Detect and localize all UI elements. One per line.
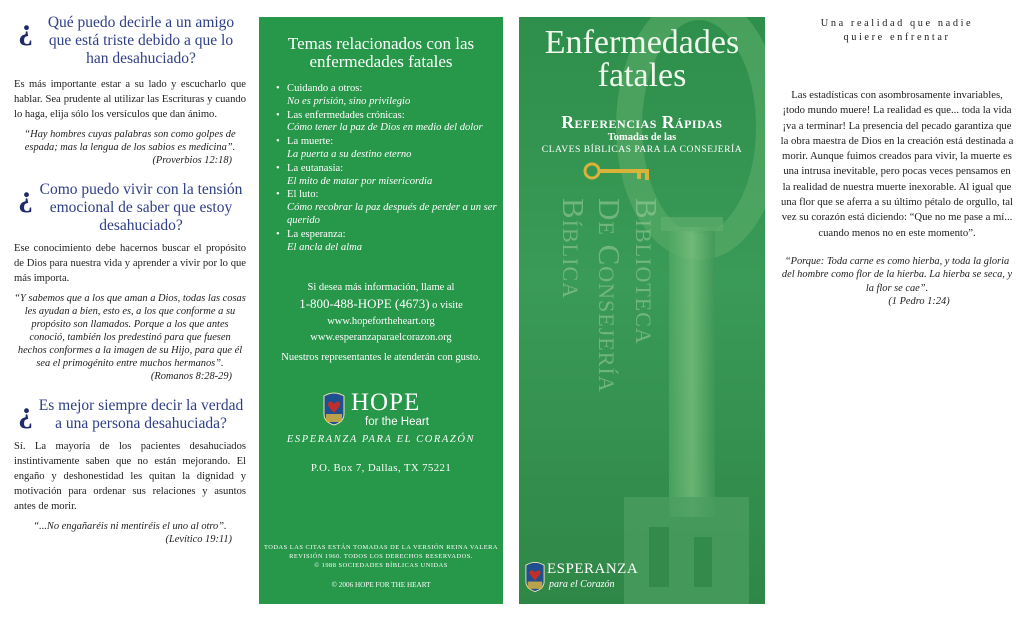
fine-print-line: REVISIÓN 1960. TODOS LOS DERECHOS RESERVADOS. bbox=[289, 553, 473, 560]
series-vertical-text: Biblioteca bbox=[629, 198, 664, 345]
question-heading bbox=[14, 397, 246, 433]
contact-info bbox=[259, 280, 503, 366]
right-panel bbox=[779, 0, 1015, 622]
body-text: Las estadísticas con asombrosamente invariables, ¡todo mundo muere! La realidad es que... toda la vida ¡va a terminar! La presencia del pecado garantiza que la obra maestra de Dios en la creación está destinada a morir. Aunque fuimos creados para vivir, la muerte es una intrusa inevitable, pero pocas veces pensamos en la realidad de nuestra muerte inexorable. Al igual que una flor que se aferra a su último pétalo de orgullo, tal vez su corazón está diciendo: “Que no me pase a mí... cuando menos no en este momento”. bbox=[780, 89, 1014, 239]
question-mark-icon: ¿ bbox=[18, 180, 33, 213]
cover-series-name: CLAVES BÍBLICAS PARA LA CONSEJERÍA bbox=[541, 144, 743, 155]
topic-item bbox=[287, 189, 497, 227]
question-text: Es mejor siempre decir la verdad a una persona desahuciada? bbox=[38, 397, 244, 432]
topic-subtitle: Cómo tener la paz de Dios en medio del dolor bbox=[287, 122, 483, 134]
verse-text: “Y sabemos que a los que aman a Dios, todas las cosas les ayudan a bien, esto es, a los que conforme a su propósito son llamados. Porque a los que antes conoció, también los predestinó para que fuesen hechos conformes a la imagen de su Hijo, para que él sea el primogénito entre muchos hermanos”. bbox=[14, 293, 246, 369]
mailing-address: P.O. Box 7, Dallas, TX 75221 bbox=[310, 462, 452, 474]
fine-print-line: TODAS LAS CITAS ESTÁN TOMADAS DE LA VERSIÓN REINA VALERA bbox=[264, 544, 498, 551]
cover-subtitle: Referencias Rápidas bbox=[561, 112, 723, 132]
topic-label: La esperanza: bbox=[287, 228, 346, 240]
cover-panel bbox=[519, 17, 765, 604]
cover-title-line: fatales bbox=[597, 57, 687, 94]
topic-subtitle: No es prisión, sino privilegio bbox=[287, 95, 411, 107]
website-link[interactable]: www.esperanzaparaelcorazon.org bbox=[310, 332, 452, 344]
topic-subtitle: La puerta a su destino eterno bbox=[287, 148, 412, 160]
answer-text: Sí. La mayoría de los pacientes desahuciados instintivamente saben que no están mejorando. El engaño y deshonestidad les quitan la dignidad y motivación para ordenar sus relaciones y asuntos antes de morir. bbox=[14, 441, 246, 512]
verse-text: “Porque: Toda carne es como hierba, y toda la gloria del hombre como flor de la hierba. La hierba se seca, y la flor se cae”. bbox=[781, 255, 1013, 294]
verse-reference: (1 Pedro 1:24) bbox=[888, 296, 950, 308]
verse-reference: (Levítico 19:11) bbox=[165, 534, 232, 545]
phone-suffix: o visite bbox=[432, 300, 463, 312]
esperanza-logo bbox=[525, 559, 645, 599]
topic-item bbox=[287, 229, 497, 255]
topic-label: La eutanasia: bbox=[287, 162, 344, 174]
topics-list bbox=[259, 83, 503, 254]
topic-subtitle: Cómo recobrar la paz después de perder a un ser querido bbox=[287, 202, 497, 226]
hope-for-the-heart-logo bbox=[321, 390, 451, 440]
question-text: Como puedo vivir con la tensión emocional de saber que estoy desahuciado? bbox=[39, 181, 243, 234]
series-vertical-text: Bíblica bbox=[556, 198, 591, 300]
bible-verse bbox=[779, 255, 1015, 309]
question-mark-icon: ¿ bbox=[18, 396, 33, 429]
cover-taken-from: Tomadas de las bbox=[607, 132, 677, 143]
topic-label: El luto: bbox=[287, 189, 319, 201]
question-heading bbox=[14, 14, 246, 68]
verse-text: “...No engañaréis ni mentiréis el uno al otro”. bbox=[33, 521, 227, 532]
logo-heart-text: for the Heart bbox=[365, 416, 429, 428]
stained-glass-heart-icon bbox=[323, 392, 345, 426]
topic-item bbox=[287, 110, 497, 136]
logo-corazon-text: para el Corazón bbox=[549, 579, 615, 590]
topic-item bbox=[287, 83, 497, 109]
question-text: Qué puedo decirle a un amigo que está triste debido a que lo han desahuciado? bbox=[47, 14, 235, 67]
verse-reference: (Proverbios 12:18) bbox=[152, 155, 232, 166]
question-mark-icon: ¿ bbox=[18, 13, 33, 46]
stained-glass-heart-icon bbox=[525, 561, 545, 593]
topic-subtitle: El ancla del alma bbox=[287, 241, 363, 253]
bible-verse bbox=[14, 292, 246, 383]
verse-text: “Hay hombres cuyas palabras son como golpes de espada; mas la lengua de los sabios es medicina”. bbox=[24, 129, 236, 153]
logo-hope-text: HOPE bbox=[351, 389, 421, 416]
question-heading bbox=[14, 181, 246, 235]
topic-label: Las enfermedades crónicas: bbox=[287, 109, 405, 121]
representatives-text: Nuestros representantes le atenderán con gusto. bbox=[281, 352, 481, 364]
gold-key-icon bbox=[583, 160, 655, 182]
phone-number[interactable]: 1-800-488-HOPE (4673) bbox=[299, 296, 430, 312]
fine-print bbox=[259, 543, 503, 570]
topic-item bbox=[287, 163, 497, 189]
section-heading-line: Una realidad que nadie bbox=[820, 18, 974, 29]
topic-subtitle: El mito de matar por misericordia bbox=[287, 175, 433, 187]
left-panel bbox=[14, 0, 246, 622]
website-link[interactable]: www.hopefortheheart.org bbox=[327, 316, 435, 328]
related-topics-panel bbox=[259, 17, 503, 604]
copyright-text: © 2006 HOPE FOR THE HEART bbox=[331, 581, 431, 589]
cover-title-line: Enfermedades bbox=[544, 24, 740, 61]
logo-esperanza-text: ESPERANZA bbox=[547, 561, 639, 577]
topic-label: Cuidando a otros: bbox=[287, 83, 363, 94]
series-vertical-text: De Consejería bbox=[592, 198, 627, 393]
section-heading bbox=[779, 17, 1015, 45]
esperanza-tagline: ESPERANZA PARA EL CORAZÓN bbox=[286, 434, 476, 445]
topic-item bbox=[287, 136, 497, 162]
bible-verse bbox=[14, 520, 246, 546]
cover-title bbox=[519, 26, 765, 92]
topic-label: La muerte: bbox=[287, 136, 334, 148]
related-topics-title: Temas relacionados con las enfermedades fatales bbox=[287, 34, 475, 71]
contact-intro: Si desea más información, llame al bbox=[307, 282, 455, 294]
bible-verse bbox=[14, 128, 246, 167]
fine-print-line: © 1988 SOCIEDADES BÍBLICAS UNIDAS bbox=[314, 562, 448, 569]
answer-text: Es más importante estar a su lado y escucharlo que hablar. Sea prudente al utilizar las Escrituras y cuando lo haga, elija sólo los versículos que dan ánimo. bbox=[14, 79, 246, 120]
section-heading-line: quiere enfrentar bbox=[843, 32, 951, 43]
verse-reference: (Romanos 8:28-29) bbox=[150, 371, 232, 382]
answer-text: Ese conocimiento debe hacernos buscar el propósito de Dios para nuestra vida y aprender a vivir por lo que más importa. bbox=[14, 243, 246, 284]
